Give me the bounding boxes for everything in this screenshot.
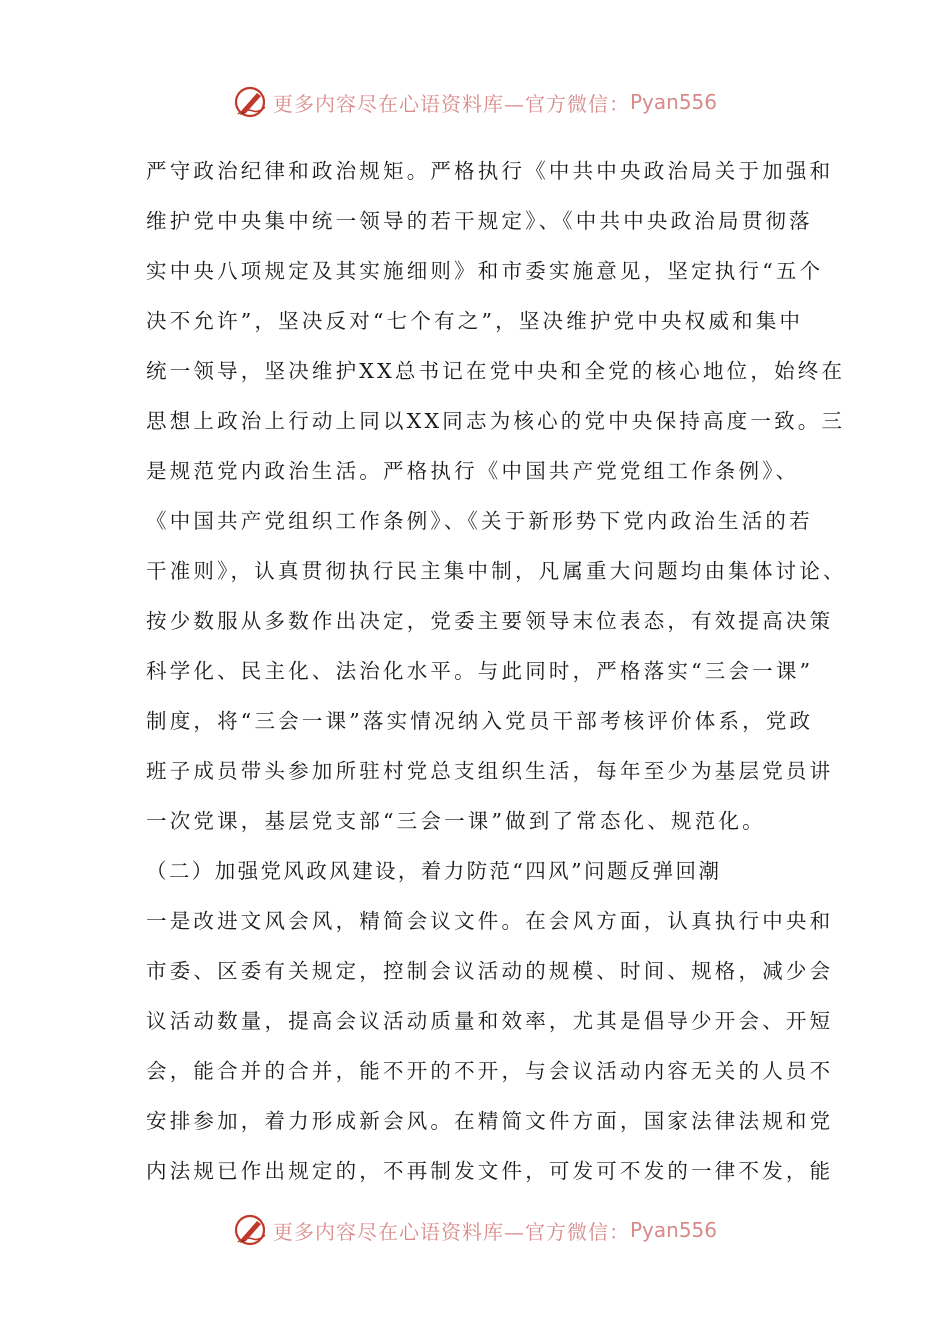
watermark-wechat-id: Pyan556 [629, 1218, 717, 1242]
watermark-wechat-id: Pyan556 [629, 90, 717, 114]
body-line: 内法规已作出规定的，不再制发文件，可发可不发的一律不发，能 [146, 1159, 834, 1183]
body-line: 会，能合并的合并，能不开的不开，与会议活动内容无关的人员不 [146, 1059, 834, 1083]
body-line: 一次党课，基层党支部“三会一课”做到了常态化、规范化。 [146, 809, 766, 833]
body-line: 按少数服从多数作出决定，党委主要领导末位表态，有效提高决策 [146, 609, 834, 633]
body-line: 科学化、民主化、法治化水平。与此同时，严格落实“三会一课” [146, 659, 814, 683]
body-line: 维护党中央集中统一领导的若干规定》、《中共中央政治局贯彻落 [146, 209, 813, 233]
body-line: 制度，将“三会一课”落实情况纳入党员干部考核评价体系，党政 [146, 709, 814, 733]
watermark-text: 更多内容尽在心语资料库—官方微信： [272, 91, 630, 116]
body-line: 安排参加，着力形成新会风。在精简文件方面，国家法律法规和党 [146, 1109, 834, 1133]
watermark-footer [0, 1208, 950, 1252]
body-line: 思想上政治上行动上同以XX同志为核心的党中央保持高度一致。三 [146, 409, 846, 433]
body-line: 班子成员带头参加所驻村党总支组织生活，每年至少为基层党员讲 [146, 759, 834, 783]
body-line: 一是改进文风会风，精简会议文件。在会风方面，认真执行中央和 [146, 909, 834, 933]
body-line: 实中央八项规定及其实施细则》和市委实施意见，坚定执行“五个 [146, 259, 824, 283]
body-line: 统一领导，坚决维护XX总书记在党中央和全党的核心地位，始终在 [146, 359, 846, 383]
document-body [146, 146, 847, 1196]
section-heading: （二）加强党风政风建设，着力防范“四风”问题反弹回潮 [146, 859, 722, 883]
body-line: 严守政治纪律和政治规矩。严格执行《中共中央政治局关于加强和 [146, 159, 834, 183]
pen-seal-icon [233, 84, 269, 120]
watermark-text: 更多内容尽在心语资料库—官方微信： [272, 1219, 630, 1244]
body-line: 议活动数量，提高会议活动质量和效率，尤其是倡导少开会、开短 [146, 1009, 834, 1033]
body-line: 是规范党内政治生活。严格执行《中国共产党党组工作条例》、 [146, 459, 800, 483]
body-line: 《中国共产党组织工作条例》、《关于新形势下党内政治生活的若 [146, 509, 813, 533]
body-line: 决不允许”，坚决反对“七个有之”，坚决维护党中央权威和集中 [146, 309, 804, 333]
watermark-header [0, 80, 950, 124]
body-line: 干准则》，认真贯彻执行民主集中制，凡属重大问题均由集体讨论、 [146, 559, 847, 583]
body-line: 市委、区委有关规定，控制会议活动的规模、时间、规格，减少会 [146, 959, 834, 983]
pen-seal-icon [233, 1212, 269, 1248]
